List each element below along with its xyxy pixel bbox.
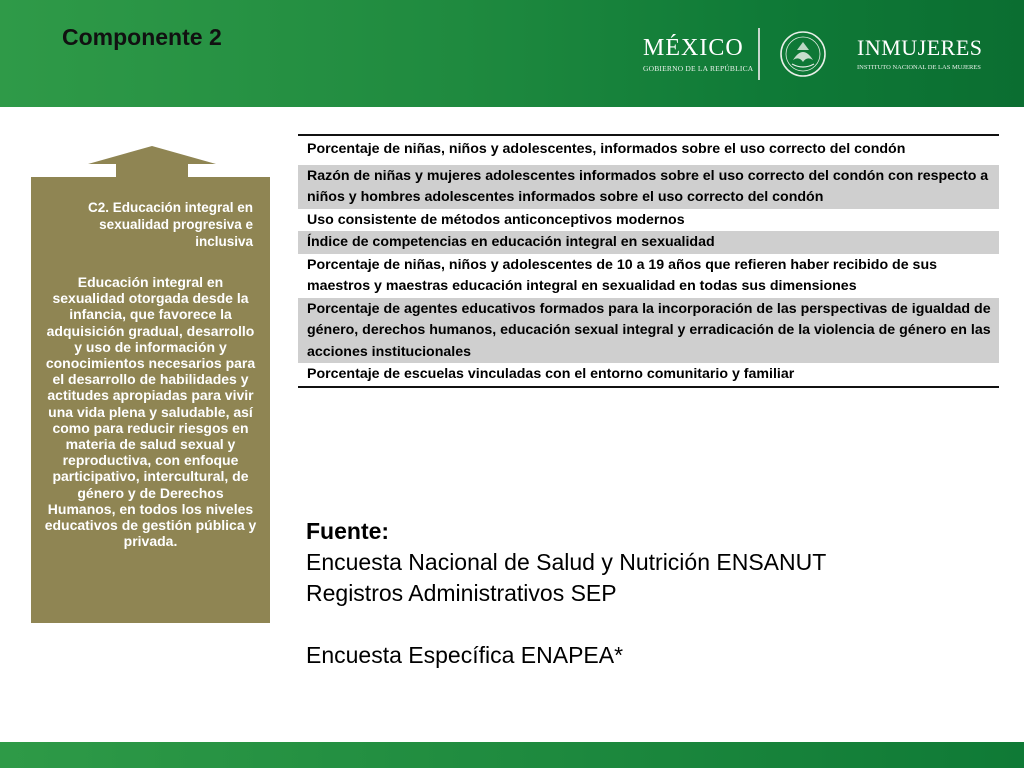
up-arrow-icon — [88, 146, 216, 180]
source-item: Registros Administrativos SEP — [306, 580, 617, 606]
source-item: Encuesta Nacional de Salud y Nutrición ENSANUT — [306, 549, 827, 575]
logo-divider — [758, 28, 760, 80]
page-title: Componente 2 — [62, 24, 222, 50]
indicator-row: Porcentaje de escuelas vinculadas con el entorno comunitario y familiar — [307, 366, 795, 382]
indicator-row: Índice de competencias en educación integral en sexualidad — [298, 231, 999, 254]
inmujeres-logo-subtitle: INSTITUTO NACIONAL DE LAS MUJERES — [857, 64, 981, 71]
indicator-row: Uso consistente de métodos anticonceptivos modernos — [307, 211, 685, 228]
component-heading: C2. Educación integral en sexualidad progresiva e inclusiva — [87, 200, 253, 249]
component-description: Educación integral en sexualidad otorgada desde la infancia, que favorece la adquisición gradual, desarrollo y uso de información y conocimientos necesarios para el desarrollo de habilidades y actitudes apropiadas para vivir una vida plena y saludable, así como para reducir riesgos en materia de salud sexual y reproductiva, con enfoque participativo, intercultural, de género y de Derechos Humanos, en todos los niveles educativos de gestión pública y privada. — [44, 274, 257, 550]
indicators-table — [298, 134, 999, 388]
source-item: Encuesta Específica ENAPEA* — [306, 642, 624, 668]
spacer — [306, 609, 826, 640]
header-banner — [0, 0, 1024, 107]
indicator-row: Razón de niñas y mujeres adolescentes informados sobre el uso correcto del condón con respecto a niños y hombres adolescentes informados sobre el uso correcto del condón — [298, 165, 999, 209]
national-seal-icon — [779, 30, 827, 78]
indicator-row: Porcentaje de niñas, niños y adolescentes, informados sobre el uso correcto del condón — [307, 141, 906, 157]
mexico-logo-subtitle: GOBIERNO DE LA REPÚBLICA — [643, 64, 754, 73]
indicator-row: Porcentaje de niñas, niños y adolescentes de 10 a 19 años que refieren haber recibido de sus maestros y maestras educación integral en sexualidad en todas sus dimensiones — [307, 256, 937, 294]
component-box — [31, 177, 270, 623]
mexico-logo-text: MÉXICO — [643, 35, 744, 61]
indicator-row: Porcentaje de agentes educativos formados para la incorporación de las perspectivas de igualdad de género, derechos humanos, educación sexual integral y erradicación de la violencia de género en las acciones institucionales — [298, 298, 999, 364]
sources-heading: Fuente: — [306, 518, 390, 544]
inmujeres-logo-text: INMUJERES — [857, 35, 983, 60]
sources-block — [306, 516, 826, 671]
footer-band — [0, 742, 1024, 768]
